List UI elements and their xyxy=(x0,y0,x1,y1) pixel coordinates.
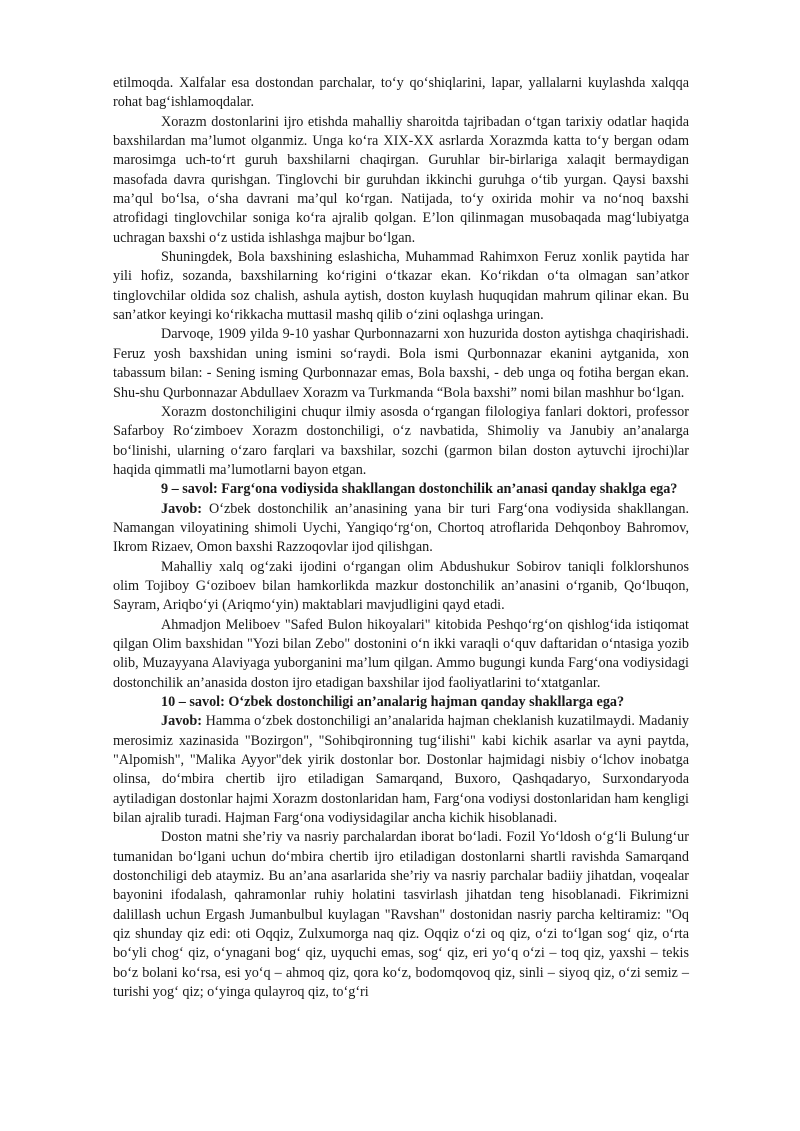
paragraph-meliboev: Ahmadjon Meliboev "Safed Bulon hikoyalari" kitobida Peshqo‘rg‘on qishlog‘ida istiqomat qilgan Olim baxshidan "Yozi bilan Zebo" dostonini o‘n ikki varaqli o‘quv daftaridan o‘ntasiga yozib olib, Muzayyana Alaviyaga yuborganini ma’lum qilgan. Ammo bugungi kunda Farg‘ona vodiysidagi dostonchilik an’anasida doston ijro etadigan baxshilar ijod faoliyatlarini to‘xtatganlar. xyxy=(113,616,689,691)
answer-10 xyxy=(113,712,689,828)
answer-label: Javob: xyxy=(161,500,202,517)
answer-text: O‘zbek dostonchilik an’anasining yana bir turi Farg‘ona vodiysida shakllangan. Namangan viloyatining shimoli Uychi, Yangiqo‘rg‘on, Chortoq atroflarida Dehqonboy Bahromov, Ikrom Rizaev, Omon baxshi Razzoqovlar ijod qilishgan. xyxy=(113,500,689,556)
question-9: 9 – savol: Farg‘ona vodiysida shakllangan dostonchilik an’anasi qanday shaklga ega? xyxy=(161,481,678,498)
paragraph-xorazm-traditions: Xorazm dostonlarini ijro etishda mahalliy sharoitda tajribadan o‘tgan tarixiy odatlar haqida baxshilardan ma’lumot olganmiz. Unga ko‘ra XIX-XX asrlarda Xorazmda katta to‘y bergan odam marosimga uch-to‘rt guruh baxshilarni chaqirgan. Guruhlar bir-birlariga xalaqit bermaydigan masofada davra qurishgan. Tinglovchi bir guruhdan ikkinchi guruhga o‘tib yurgan. Qaysi baxshi ma’qul bo‘lsa, o‘sha davrani ma’qul ko‘rgan. Natijada, to‘y oxirida mohir va no‘noq baxshi atrofidagi tinglovchilar soniga ko‘ra ajralib qolgan. E’lon qilinmagan musobaqada mag‘lubiyatga uchragan baxshi o‘z ustida ishlashga majbur bo‘lgan. xyxy=(113,113,689,246)
document-page xyxy=(113,74,689,1003)
paragraph-bola-baxshi-review: Shuningdek, Bola baxshining eslashicha, Muhammad Rahimxon Feruz xonlik paytida har yili hofiz, sozanda, baxshilarning ko‘rigini o‘tkazar ekan. Ko‘rikdan o‘ta olmagan san’atkor tinglovchilar oldida soz chalish, ashula aytish, doston kuylash huquqidan mahrum qilinar ekan. Bu san’atkor keyingi ko‘rikkacha muttasil mashq qilib o‘zini oqlashga uringan. xyxy=(113,249,689,324)
paragraph-sobirov: Mahalliy xalq og‘zaki ijodini o‘rgangan olim Abdushukur Sobirov taniqli folklorshunos olim Tojiboy G‘oziboev bilan hamkorlikda mazkur dostonchilik an’anasini o‘rganib, Qo‘lbuqon, Sayram, Ariqbo‘yi (Ariqmo‘yin) maktablari mavjudligini qayd etadi. xyxy=(113,558,689,614)
paragraph-rozimboev: Xorazm dostonchiligini chuqur ilmiy asosda o‘rgangan filologiya fanlari doktori, professor Safarboy Ro‘zimboev Xorazm dostonchiligi, o‘z navbatida, Shimoliy va Janubiy an’analarga bo‘linishi, ularning o‘zaro farqlari va baxshilar, sozchi (garmon bilan doston aytuvchi ijrochi)lar haqida qimmatli ma’lumotlarni bayon etgan. xyxy=(113,403,689,478)
paragraph-continuation: etilmoqda. Xalfalar esa dostondan parchalar, to‘y qo‘shiqlarini, lapar, yallalarni kuylashda xalqqa rohat bag‘ishlamoqdalar. xyxy=(113,75,689,111)
question-10: 10 – savol: O‘zbek dostonchiligi an’analarig hajman qanday shakllarga ega? xyxy=(161,694,625,710)
answer-9 xyxy=(113,500,689,558)
paragraph-qurbonnazar: Darvoqe, 1909 yilda 9-10 yashar Qurbonnazarni xon huzurida doston aytishga chaqirishadi. Feruz yosh baxshidan uning ismini so‘raydi. Bola ismi Qurbonnazar ekanini aytganida, xon tabassum bilan: - Sening isming Qurbonnazar emas, Bola baxshi, - deb unga oq fotiha bergan ekan. Shu-shu Qurbonnazar Abdullaev Xorazm va Turkmanda “Bola baxshi” nomi bilan mashhur bo‘lgan. xyxy=(113,326,689,401)
paragraph-doston-text: Doston matni she’riy va nasriy parchalardan iborat bo‘ladi. Fozil Yo‘ldosh o‘g‘li Bulung‘ur tumanidan bo‘lgani uchun do‘mbira chertib ijro etiladigan dostonlarni shartli ravishda Samarqand dostonchiligi deb ataymiz. Bu an’ana asarlarida she’riy va nasriy parchalar badiiy jihatdan, voqealar bayonini ifodalash, qahramonlar ruhiy holatini tasvirlash jihatdan teng hisoblanadi. Fikrimizni dalillash uchun Ergash Jumanbulbul kuylagan "Ravshan" dostonidan nasriy parcha keltiramiz: "Oq qiz shunday qiz edi: oti Oqqiz, Zulxumorga naq qiz. Oqqiz o‘zi oq qiz, o‘zi to‘lgan sog‘ qiz, o‘rta bo‘yli chog‘ qiz, o‘ynagani bog‘ qiz, uyquchi emas, sog‘ qiz, eri yo‘q o‘zi – toq qiz, yaxshi – tekis bo‘z bolani ko‘rsa, esi yo‘q – ahmoq qiz, qora ko‘z, bodomqovoq qiz, sinli – siyoq qiz, o‘zi semiz – turishi yog‘ qiz; o‘yinga qulayroq qiz, to‘g‘ri xyxy=(113,829,689,1001)
answer-text: Hamma o‘zbek dostonchiligi an’analarida hajman cheklanish kuzatilmaydi. Madaniy merosimiz xazinasida "Bozirgon", "Sohibqironning tug‘ilishi" kabi kichik asarlar va ayni paytda, "Alpomish", "Malika Ayyor"dek yirik dostonlar bor. Dostonlar hajmidagi nisbiy o‘lchov inobatga olinsa, do‘mbira chertib ijro etiladigan Samarqand, Buxoro, Qashqadaryo, Surxondaryoda aytiladigan dostonlar hajmi Xorazm dostonlaridan ham, Farg‘ona vodiysi dostonlaridan ham kengligi bilan ajralib turadi. Hajman Farg‘ona vodiysidagilar ancha kichik hisoblanadi. xyxy=(113,713,689,827)
answer-label: Javob: xyxy=(161,713,202,730)
